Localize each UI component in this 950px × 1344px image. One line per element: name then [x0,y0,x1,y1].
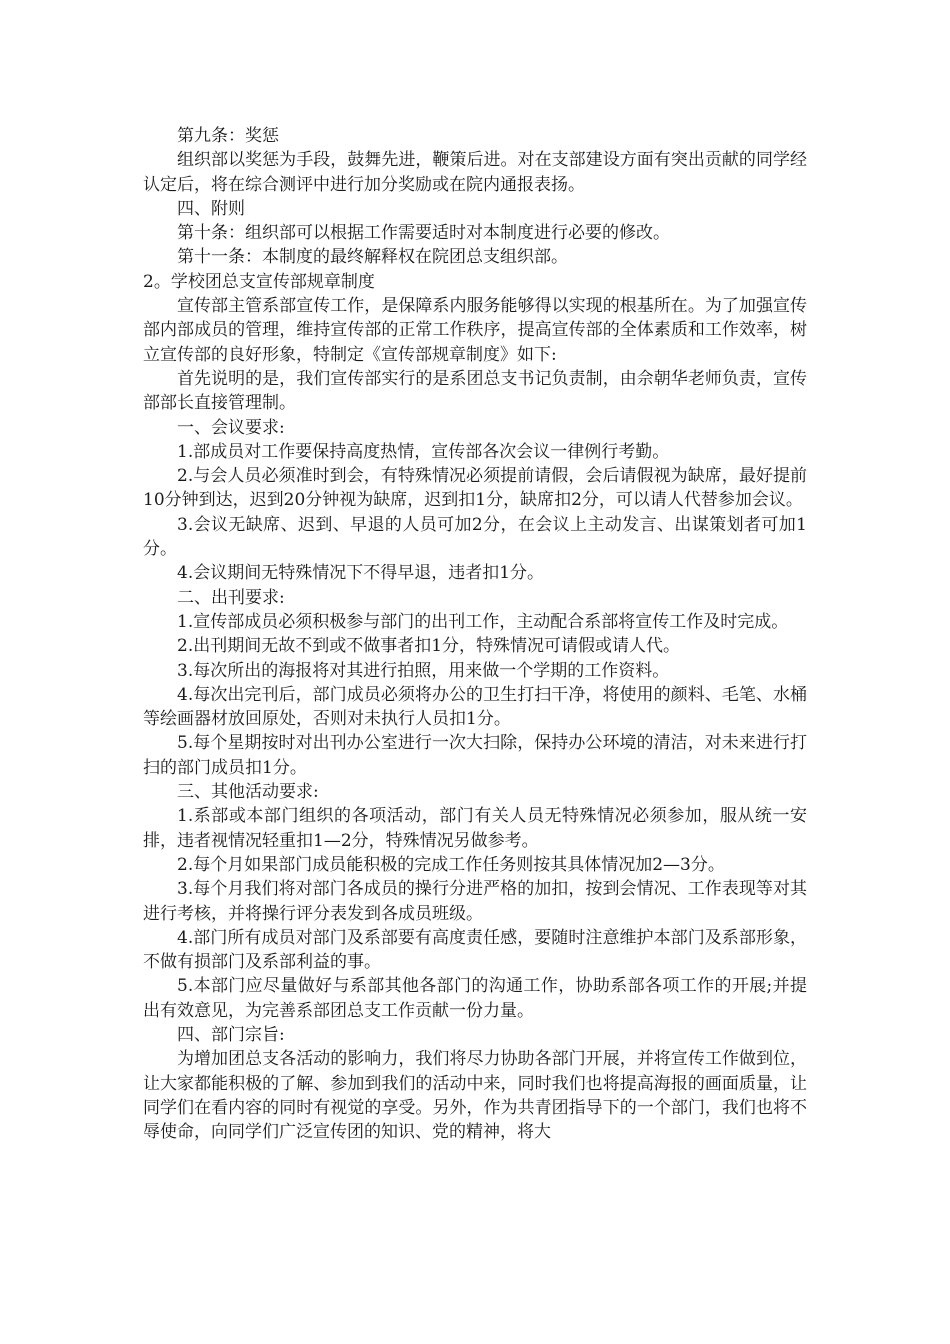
paragraph: 宣传部主管系部宣传工作，是保障系内服务能够得以实现的根基所在。为了加强宣传部内部成员的管理，维持宣传部的正常工作秩序，提高宣传部的全体素质和工作效率，树立宣传部的良好形象，特制定《宣传部规章制度》如下: [143,296,807,365]
list-item: 4.部门所有成员对部门及系部要有高度责任感，要随时注意维护本部门及系部形象，不做有损部门及系部利益的事。 [143,927,807,973]
section-heading: 四、附则 [177,198,245,219]
paragraph: 为增加团总支各活动的影响力，我们将尽力协助各部门开展，并将宣传工作做到位，让大家都能积极的了解、参加到我们的活动中来，同时我们也将提高海报的画面质量，让同学们在看内容的同时有视觉的享受。另外，作为共青团指导下的一个部门，我们也将不辱使命，向同学们广泛宣传团的知识、党的精神，将大 [143,1049,807,1143]
section-heading: 三、其他活动要求: [177,782,319,803]
list-item: 1.部成员对工作要保持高度热情，宣传部各次会议一律例行考勤。 [177,441,670,462]
list-item: 3.每次所出的海报将对其进行拍照，用来做一个学期的工作资料。 [177,660,670,681]
list-item: 3.会议无缺席、迟到、早退的人员可加2分，在会议上主动发言、出谋策划者可加1分。 [143,514,807,560]
document-body [143,124,807,1144]
list-item: 5.每个星期按时对出刊办公室进行一次大扫除，保持办公环境的清洁，对未来进行打扫的部门成员扣1分。 [143,733,807,778]
list-item: 2.出刊期间无故不到或不做事者扣1分，特殊情况可请假或请人代。 [177,636,681,657]
list-item: 2.与会人员必须准时到会，有特殊情况必须提前请假，会后请假视为缺席，最好提前10分钟到达，迟到20分钟视为缺席，迟到扣1分，缺席扣2分，可以请人代替参加会议。 [143,466,807,511]
list-item: 3.每个月我们将对部门各成员的操行分进严格的加扣，按到会情况、工作表现等对其进行考核，并将操行评分表发到各成员班级。 [143,879,807,924]
paragraph: 组织部以奖惩为手段，鼓舞先进，鞭策后进。对在支部建设方面有突出贡献的同学经认定后，将在综合测评中进行加分奖励或在院内通报表扬。 [143,150,807,195]
list-item: 2.每个月如果部门成员能积极的完成工作任务则按其具体情况加2—3分。 [177,854,725,875]
list-item: 1.宣传部成员必须积极参与部门的出刊工作，主动配合系部将宣传工作及时完成。 [177,611,789,632]
list-item: 5.本部门应尽量做好与系部其他各部门的沟通工作，协助系部各项工作的开展;并提出有效意见，为完善系部团总支工作贡献一份力量。 [143,976,807,1021]
paragraph: 第十一条：本制度的最终解释权在院团总支组织部。 [177,247,568,268]
paragraph: 第十条：组织部可以根据工作需要适时对本制度进行必要的修改。 [177,223,670,244]
paragraph: 首先说明的是，我们宣传部实行的是系团总支书记负责制，由佘朝华老师负责，宣传部部长直接管理制。 [143,368,807,414]
section-heading: 一、会议要求: [177,417,285,438]
list-item: 4.每次出完刊后，部门成员必须将办公的卫生打扫干净，将使用的颜料、毛笔、水桶等绘画器材放回原处，否则对未执行人员扣1分。 [143,684,807,730]
list-item: 1.系部或本部门组织的各项活动，部门有关人员无特殊情况必须参加，服从统一安排，违者视情况轻重扣1—2分，特殊情况另做参考。 [143,806,807,851]
paragraph: 第九条：奖惩 [177,126,279,146]
section-heading: 二、出刊要求: [177,587,285,608]
list-item: 4.会议期间无特殊情况下不得早退，违者扣1分。 [177,563,545,584]
section-heading: 四、部门宗旨: [177,1024,285,1045]
document-title: 2。学校团总支宣传部规章制度 [143,271,375,292]
